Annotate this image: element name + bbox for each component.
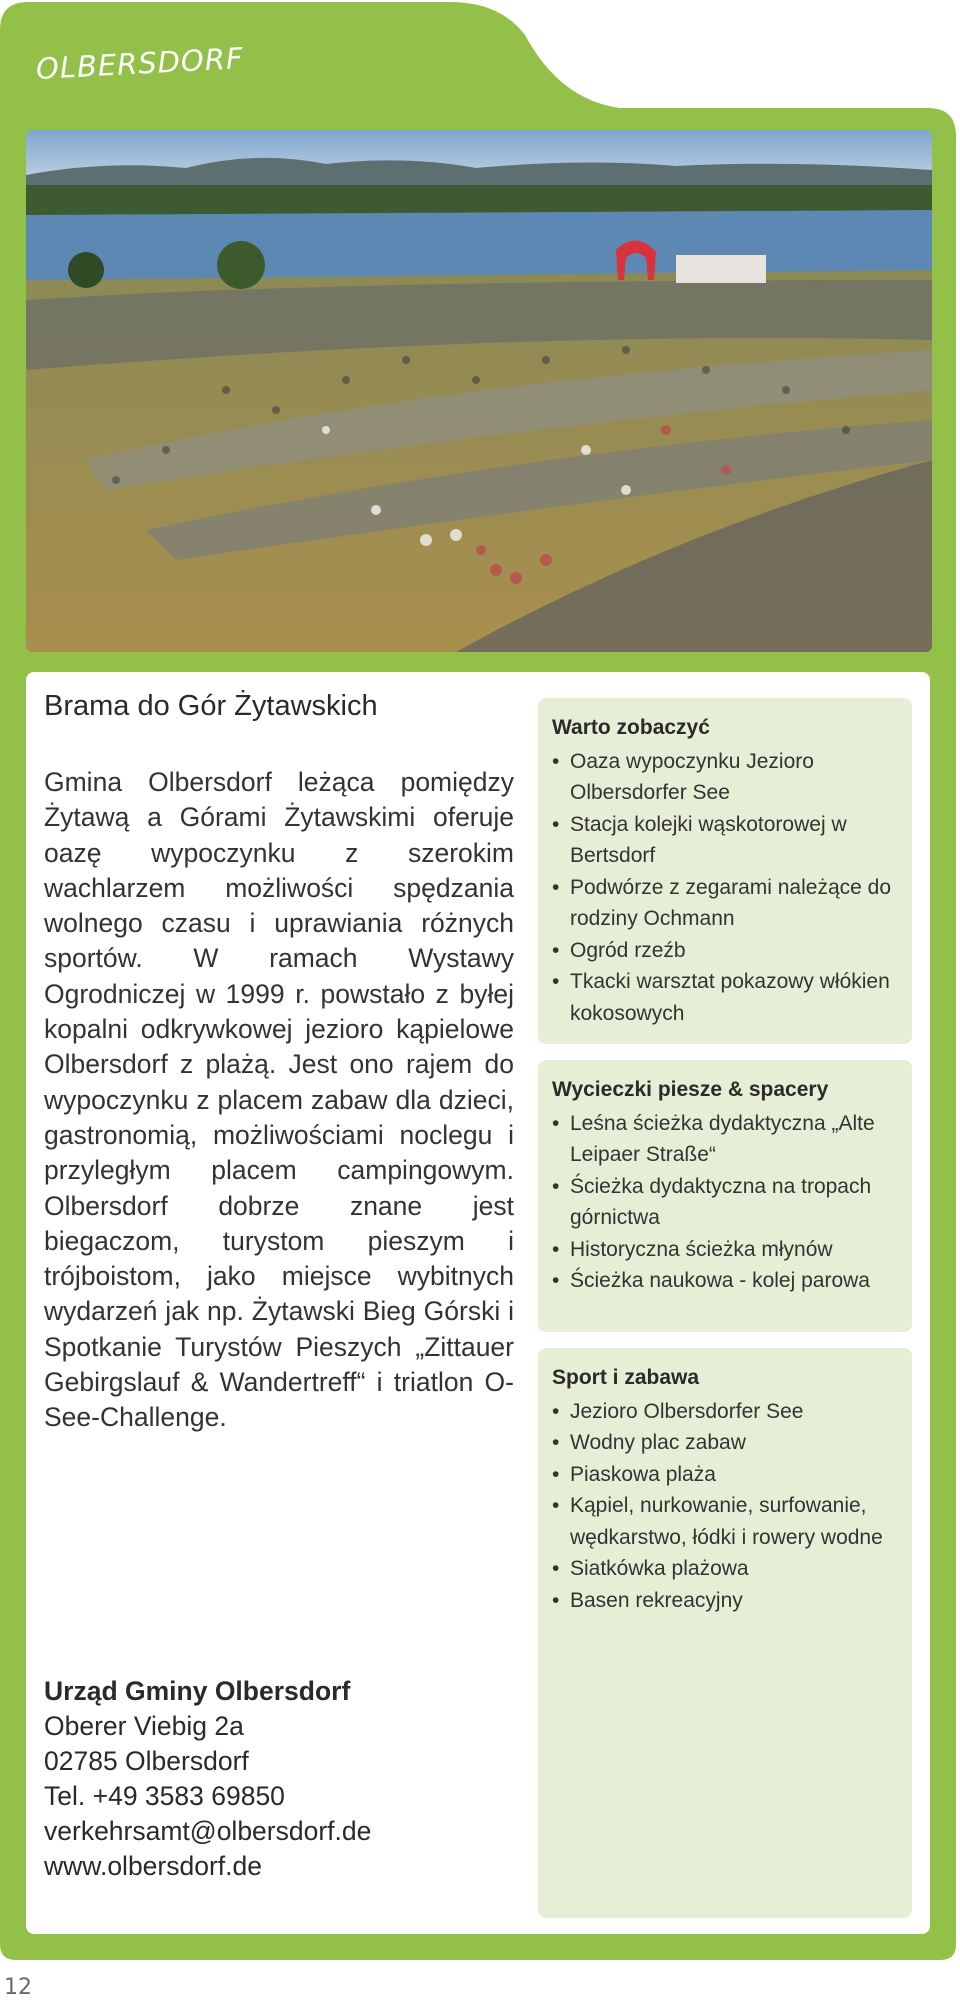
box-sights: [538, 698, 912, 1044]
article-heading: Brama do Gór Żytawskich: [44, 690, 378, 722]
content-card: [26, 672, 930, 1934]
box-sport-list: [552, 1396, 898, 1617]
box-sport-title: Sport i zabawa: [552, 1366, 700, 1389]
page-number: 12: [4, 1975, 32, 2000]
list-item: • Ogród rzeźb: [552, 935, 898, 967]
box-walks-list: [552, 1108, 898, 1297]
list-item: • Basen rekreacyjny: [552, 1585, 898, 1617]
contact-street: Oberer Viebig 2a: [44, 1711, 244, 1741]
box-sights-list: [552, 746, 898, 1030]
contact-email[interactable]: verkehrsamt@olbersdorf.de: [44, 1816, 372, 1846]
contact-phone: Tel. +49 3583 69850: [44, 1781, 285, 1811]
list-item: • Siatkówka plażowa: [552, 1553, 898, 1585]
contact-city: 02785 Olbersdorf: [44, 1746, 249, 1776]
contact-name: Urząd Gminy Olbersdorf: [44, 1676, 351, 1706]
list-item: • Piaskowa plaża: [552, 1459, 898, 1491]
list-item: • Tkacki warsztat pokazowy włókien kokosowych: [552, 966, 898, 1029]
list-item: • Kąpiel, nurkowanie, surfowanie, wędkarstwo, łódki i rowery wodne: [552, 1490, 898, 1553]
list-item: • Stacja kolejki wąskotorowej w Bertsdorf: [552, 809, 898, 872]
box-walks-title: Wycieczki piesze & spacery: [552, 1078, 829, 1101]
list-item: • Podwórze z zegarami należące do rodziny Ochmann: [552, 872, 898, 935]
article-body: Gmina Olbersdorf leżąca pomiędzy Żytawą a Górami Żytawskimi oferuje oazę wypoczynku z szerokim wachlarzem możliwości spędzania wolnego czasu i uprawiania różnych sportów. W ramach Wystawy Ogrodniczej w 1999 r. powstało z byłej kopalni odkrywkowej jezioro kąpielowe Olbersdorf z plażą. Jest ono rajem do wypoczynku z placem zabaw dla dzieci, gastronomią, możliwościami noclegu i przyległym placem campingowym. Olbersdorf dobrze znane jest biegaczom, turystom pieszym i trójboistom, jako miejsce wybitnych wydarzeń jak np. Żytawski Bieg Górski i Spotkanie Turystów Pieszych „Zittauer Gebirgslauf & Wandertreff“ i triatlon O-See-Challenge.: [44, 767, 514, 1433]
box-walks: [538, 1060, 912, 1332]
box-sights-title: Warto zobaczyć: [552, 716, 710, 739]
contact-website[interactable]: www.olbersdorf.de: [44, 1851, 262, 1881]
page-title: OLBERSDORF: [35, 41, 245, 86]
box-sport: [538, 1348, 912, 1918]
list-item: • Ścieżka naukowa - kolej parowa: [552, 1265, 898, 1297]
list-item: • Leśna ścieżka dydaktyczna „Alte Leipaer Straße“: [552, 1108, 898, 1171]
article: [44, 690, 514, 1436]
list-item: • Oaza wypoczynku Jezioro Olbersdorfer See: [552, 746, 898, 809]
list-item: • Wodny plac zabaw: [552, 1427, 898, 1459]
list-item: • Ścieżka dydaktyczna na tropach górnictwa: [552, 1171, 898, 1234]
list-item: • Historyczna ścieżka młynów: [552, 1234, 898, 1266]
lake-event-photo-icon: [26, 130, 932, 652]
event-photo: [26, 130, 932, 652]
contact-block: [44, 1674, 371, 1884]
list-item: • Jezioro Olbersdorfer See: [552, 1396, 898, 1428]
